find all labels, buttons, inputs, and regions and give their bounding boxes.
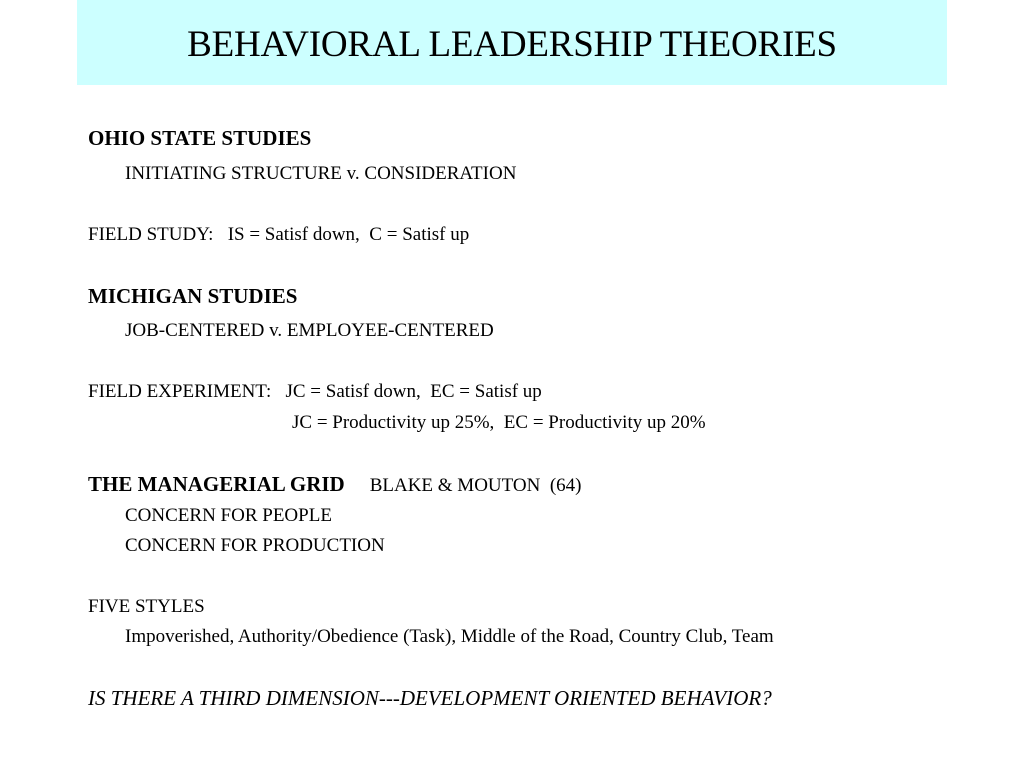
grid-concern-production: CONCERN FOR PRODUCTION <box>125 535 385 556</box>
styles-heading: FIVE STYLES <box>88 596 205 617</box>
grid-concern-people: CONCERN FOR PEOPLE <box>125 505 332 526</box>
ohio-heading: OHIO STATE STUDIES <box>88 126 312 150</box>
ohio-field-study: FIELD STUDY: IS = Satisf down, C = Satisf up <box>88 224 470 245</box>
styles-list: Impoverished, Authority/Obedience (Task), Middle of the Road, Country Club, Team <box>125 626 774 647</box>
michigan-field-experiment: FIELD EXPERIMENT: JC = Satisf down, EC = Satisf up <box>88 381 542 402</box>
michigan-heading: MICHIGAN STUDIES <box>88 284 298 308</box>
michigan-productivity: JC = Productivity up 25%, EC = Productivity up 20% <box>292 412 706 433</box>
michigan-dimensions: JOB-CENTERED v. EMPLOYEE-CENTERED <box>125 320 494 341</box>
grid-heading-row <box>88 474 582 495</box>
title-banner <box>77 0 947 85</box>
slide-title: BEHAVIORAL LEADERSHIP THEORIES <box>187 24 837 65</box>
grid-authors: BLAKE & MOUTON (64) <box>369 475 582 496</box>
closing-question: IS THERE A THIRD DIMENSION---DEVELOPMENT ORIENTED BEHAVIOR? <box>88 686 772 710</box>
grid-heading: THE MANAGERIAL GRID <box>88 472 345 496</box>
ohio-dimensions: INITIATING STRUCTURE v. CONSIDERATION <box>125 163 517 184</box>
